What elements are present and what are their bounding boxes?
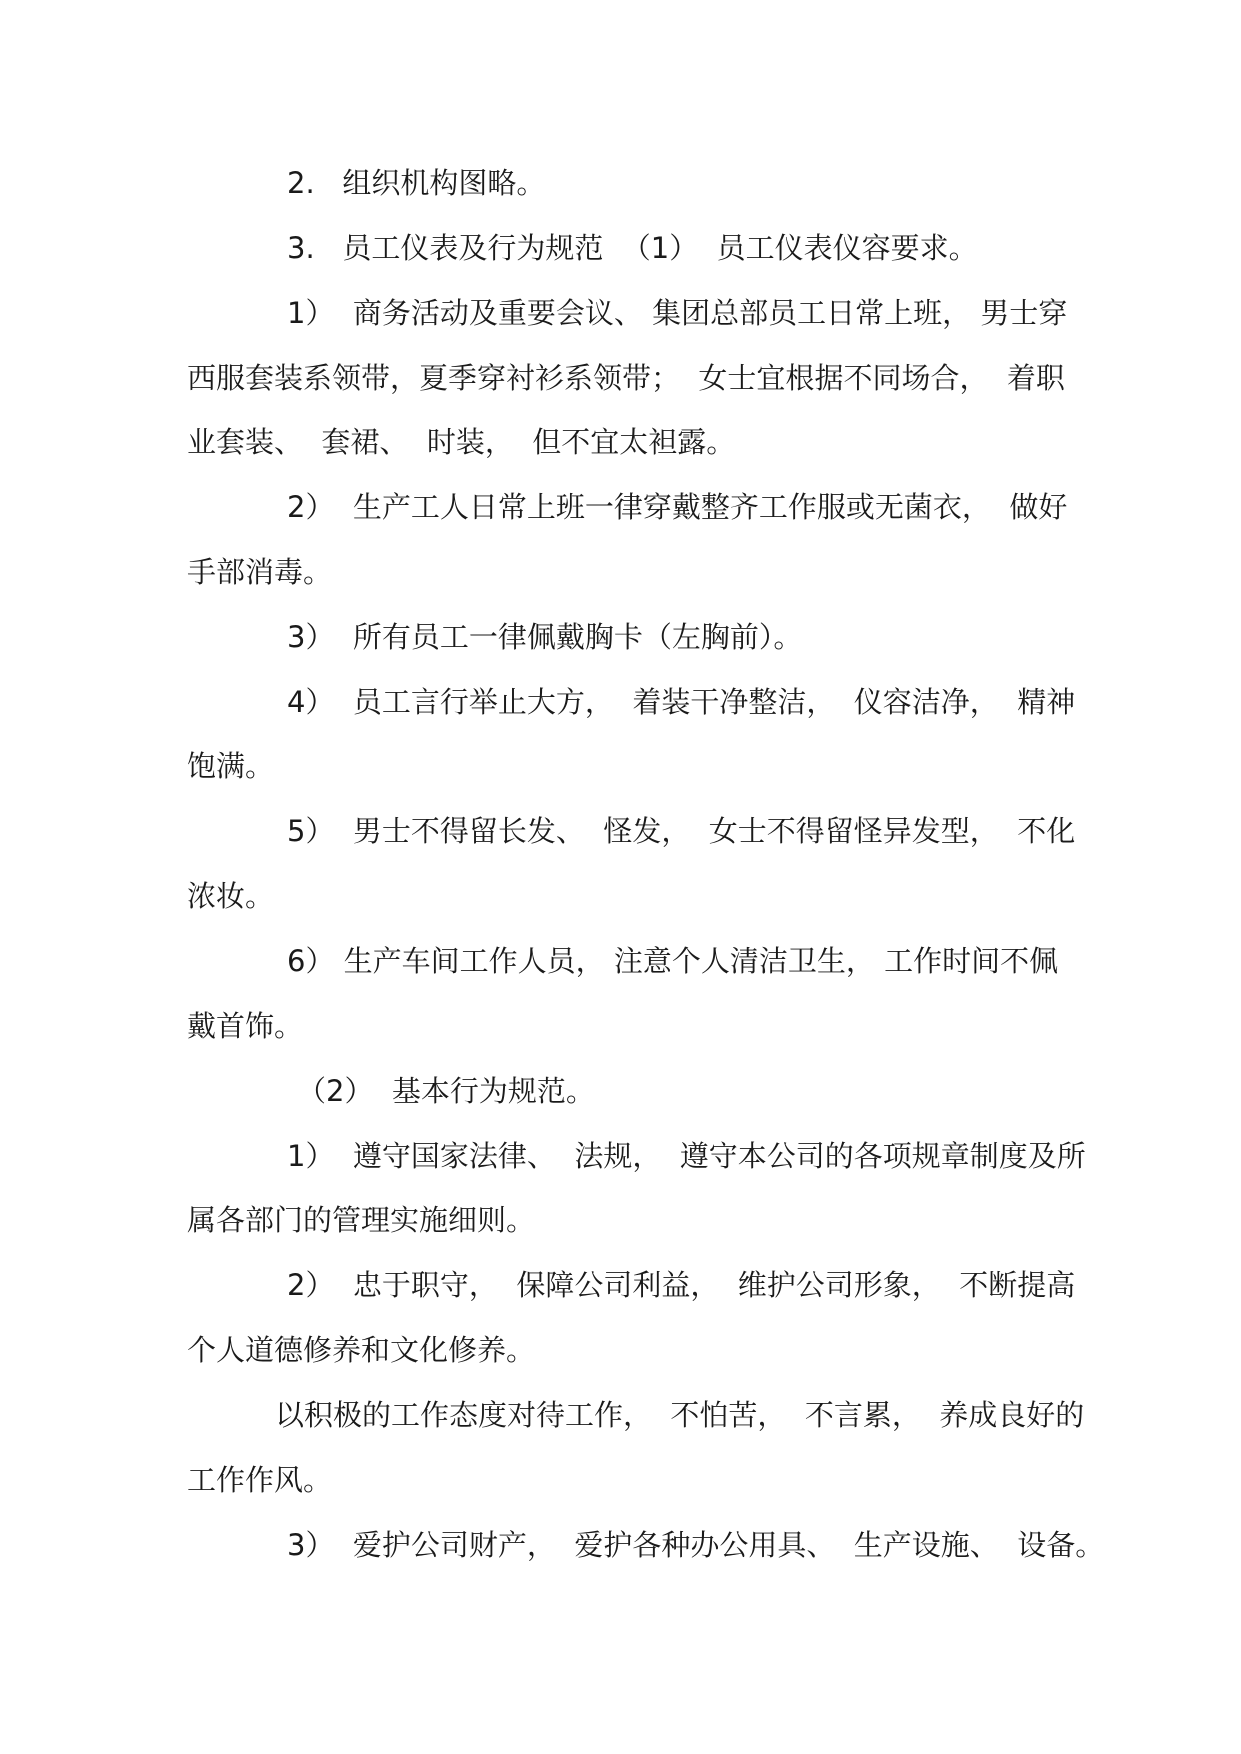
paragraph-line: 3） 爱护公司财产， 爱护各种办公用具、 生产设施、 设备。: [287, 1528, 1105, 1562]
paragraph-line: 2） 忠于职守， 保障公司利益， 维护公司形象， 不断提高: [287, 1268, 1076, 1302]
section-heading: （2） 基本行为规范。: [297, 1074, 595, 1108]
paragraph-line: 饱满。: [187, 749, 275, 783]
paragraph-line: 工作作风。: [187, 1463, 333, 1497]
paragraph-line: 2. 组织机构图略。: [287, 166, 546, 200]
paragraph-line: 戴首饰。: [187, 1009, 304, 1043]
paragraph-line: 西服套装系领带，夏季穿衬衫系领带； 女士宜根据不同场合， 着职: [187, 361, 1065, 395]
paragraph-line: 属各部门的管理实施细则。: [187, 1203, 536, 1237]
paragraph-line: 业套装、 套裙、 时装， 但不宜太袒露。: [187, 425, 736, 459]
paragraph-line: 5） 男士不得留长发、 怪发， 女士不得留怪异发型， 不化: [287, 814, 1076, 848]
paragraph-line: 6） 生产车间工作人员， 注意个人清洁卫生， 工作时间不佩: [287, 944, 1059, 978]
paragraph-line: 1） 遵守国家法律、 法规， 遵守本公司的各项规章制度及所: [287, 1139, 1086, 1173]
paragraph-line: 手部消毒。: [187, 555, 333, 589]
paragraph-line: 1） 商务活动及重要会议、 集团总部员工日常上班， 男士穿: [287, 296, 1068, 330]
paragraph-line: 3） 所有员工一律佩戴胸卡（左胸前）。: [287, 620, 803, 654]
paragraph-line: 3. 员工仪表及行为规范 （1） 员工仪表仪容要求。: [287, 231, 978, 265]
paragraph-line: 以积极的工作态度对待工作， 不怕苦， 不言累， 养成良好的: [275, 1398, 1085, 1432]
paragraph-line: 2） 生产工人日常上班一律穿戴整齐工作服或无菌衣， 做好: [287, 490, 1068, 524]
paragraph-line: 4） 员工言行举止大方， 着装干净整洁， 仪容洁净， 精神: [287, 685, 1076, 719]
paragraph-line: 个人道德修养和文化修养。: [187, 1333, 536, 1367]
paragraph-line: 浓妆。: [187, 879, 275, 913]
